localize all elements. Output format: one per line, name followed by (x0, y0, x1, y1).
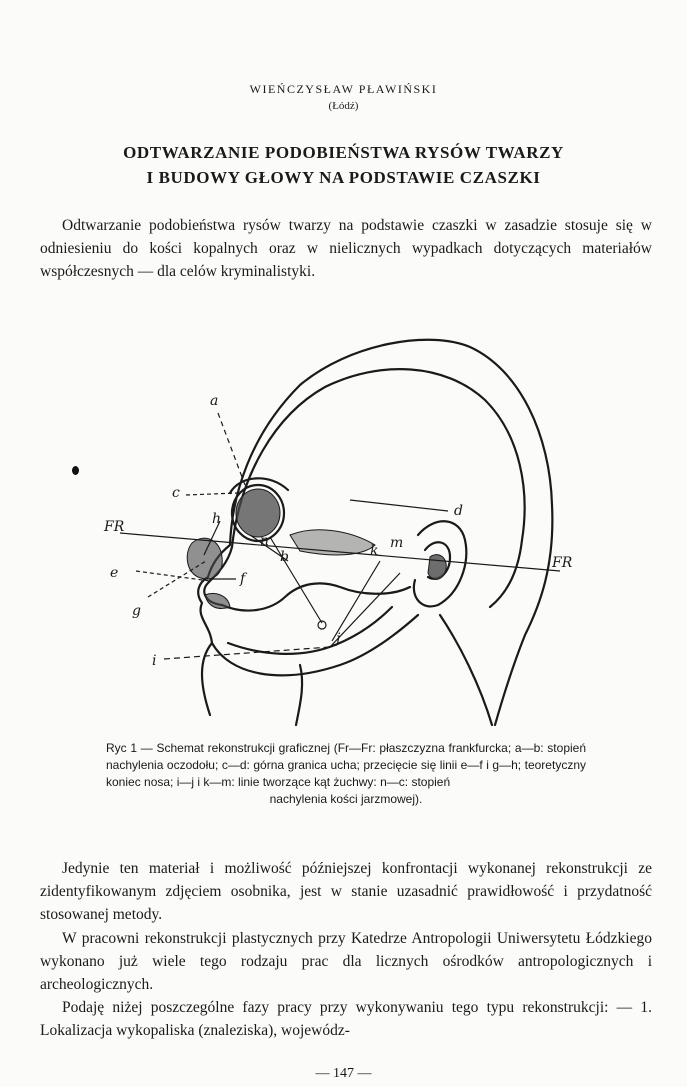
skull-outline (232, 369, 525, 607)
title-line-1: ODTWARZANIE PODOBIEŃSTWA RYSÓW TWARZY (123, 143, 564, 162)
lip-shading (205, 594, 230, 609)
nasal-shading (187, 538, 222, 579)
caption-last-line: nachylenia kości jarzmowej). (269, 792, 423, 806)
label-b: b (280, 549, 289, 565)
body-paragraph-3: W pracowni rekonstrukcji plastycznych przy Katedrze Antropologii Uniwersytetu Łódzkiego wykonano już wiele tego rodzaju prac dla licznych ośrodków antropologicznych i archeologicznych. (40, 930, 652, 993)
article-title (60, 140, 627, 190)
label-g: g (132, 603, 141, 619)
body-paragraph-4: Podaję niżej poszczególne fazy pracy przy wykonywaniu tego typu rekonstrukcji: — 1. Lokalizacja wykopaliska (znaleziska), wojewódz- (40, 999, 652, 1039)
skull-reconstruction-figure (100, 325, 580, 735)
ink-speck (72, 466, 79, 475)
label-j: j (336, 631, 341, 647)
label-a: a (210, 393, 219, 409)
label-fr-right: FR (552, 555, 573, 571)
maxilla (222, 583, 410, 610)
ear-shading (428, 555, 446, 580)
author-name: WIEŃCZYSŁAW PŁAWIŃSKI (249, 82, 438, 96)
caption-text: Ryc 1 — Schemat rekonstrukcji graficznej (Fr—Fr: płaszczyzna frankfurcka; a—b: stopień nachylenia oczodołu; c—d: górna granica ucha; przecięcie się linii e—f i g—h; teoretyczny koniec nosa; i—j i k—m: linie tworzące kąt żuchwy: n—c: stopień (106, 741, 586, 789)
mandible (228, 607, 392, 654)
body-paragraph-1: Odtwarzanie podobieństwa rysów twarzy na podstawie czaszki w zasadzie stosuje się w odniesieniu do kości kopalnych oraz w nielicznych wypadkach dotyczących materiałów współczesnych — dla celów kryminalistyki. (40, 217, 652, 280)
neck-back (440, 615, 492, 725)
line-d (350, 500, 448, 511)
orbit-shading (236, 489, 280, 537)
label-k: k (370, 543, 379, 559)
line-a (218, 413, 245, 485)
label-h: h (212, 511, 222, 527)
label-e: e (110, 565, 119, 581)
jaw-lower (212, 615, 418, 675)
label-d: d (454, 503, 463, 519)
label-i: i (152, 653, 157, 669)
title-line-2: I BUDOWY GŁOWY NA PODSTAWIE CZASZKI (146, 168, 541, 187)
label-fr-left: FR (104, 519, 125, 535)
label-m: m (390, 535, 404, 551)
author-affiliation: (Łódź) (328, 100, 359, 112)
label-n: n (260, 533, 270, 549)
body-paragraph-2: Jedynie ten materiał i możliwość późniejszej konfrontacji wykonanej rekonstrukcji ze zidentyfikowanym zdjęciem osobnika, jest w stanie uzasadnić prawidłowość i przydatność stosowanej metody. (40, 860, 652, 923)
page-number: — 147 — (315, 1066, 372, 1081)
label-c: c (172, 485, 180, 501)
figure-caption (106, 740, 586, 808)
label-f: f (240, 571, 246, 587)
